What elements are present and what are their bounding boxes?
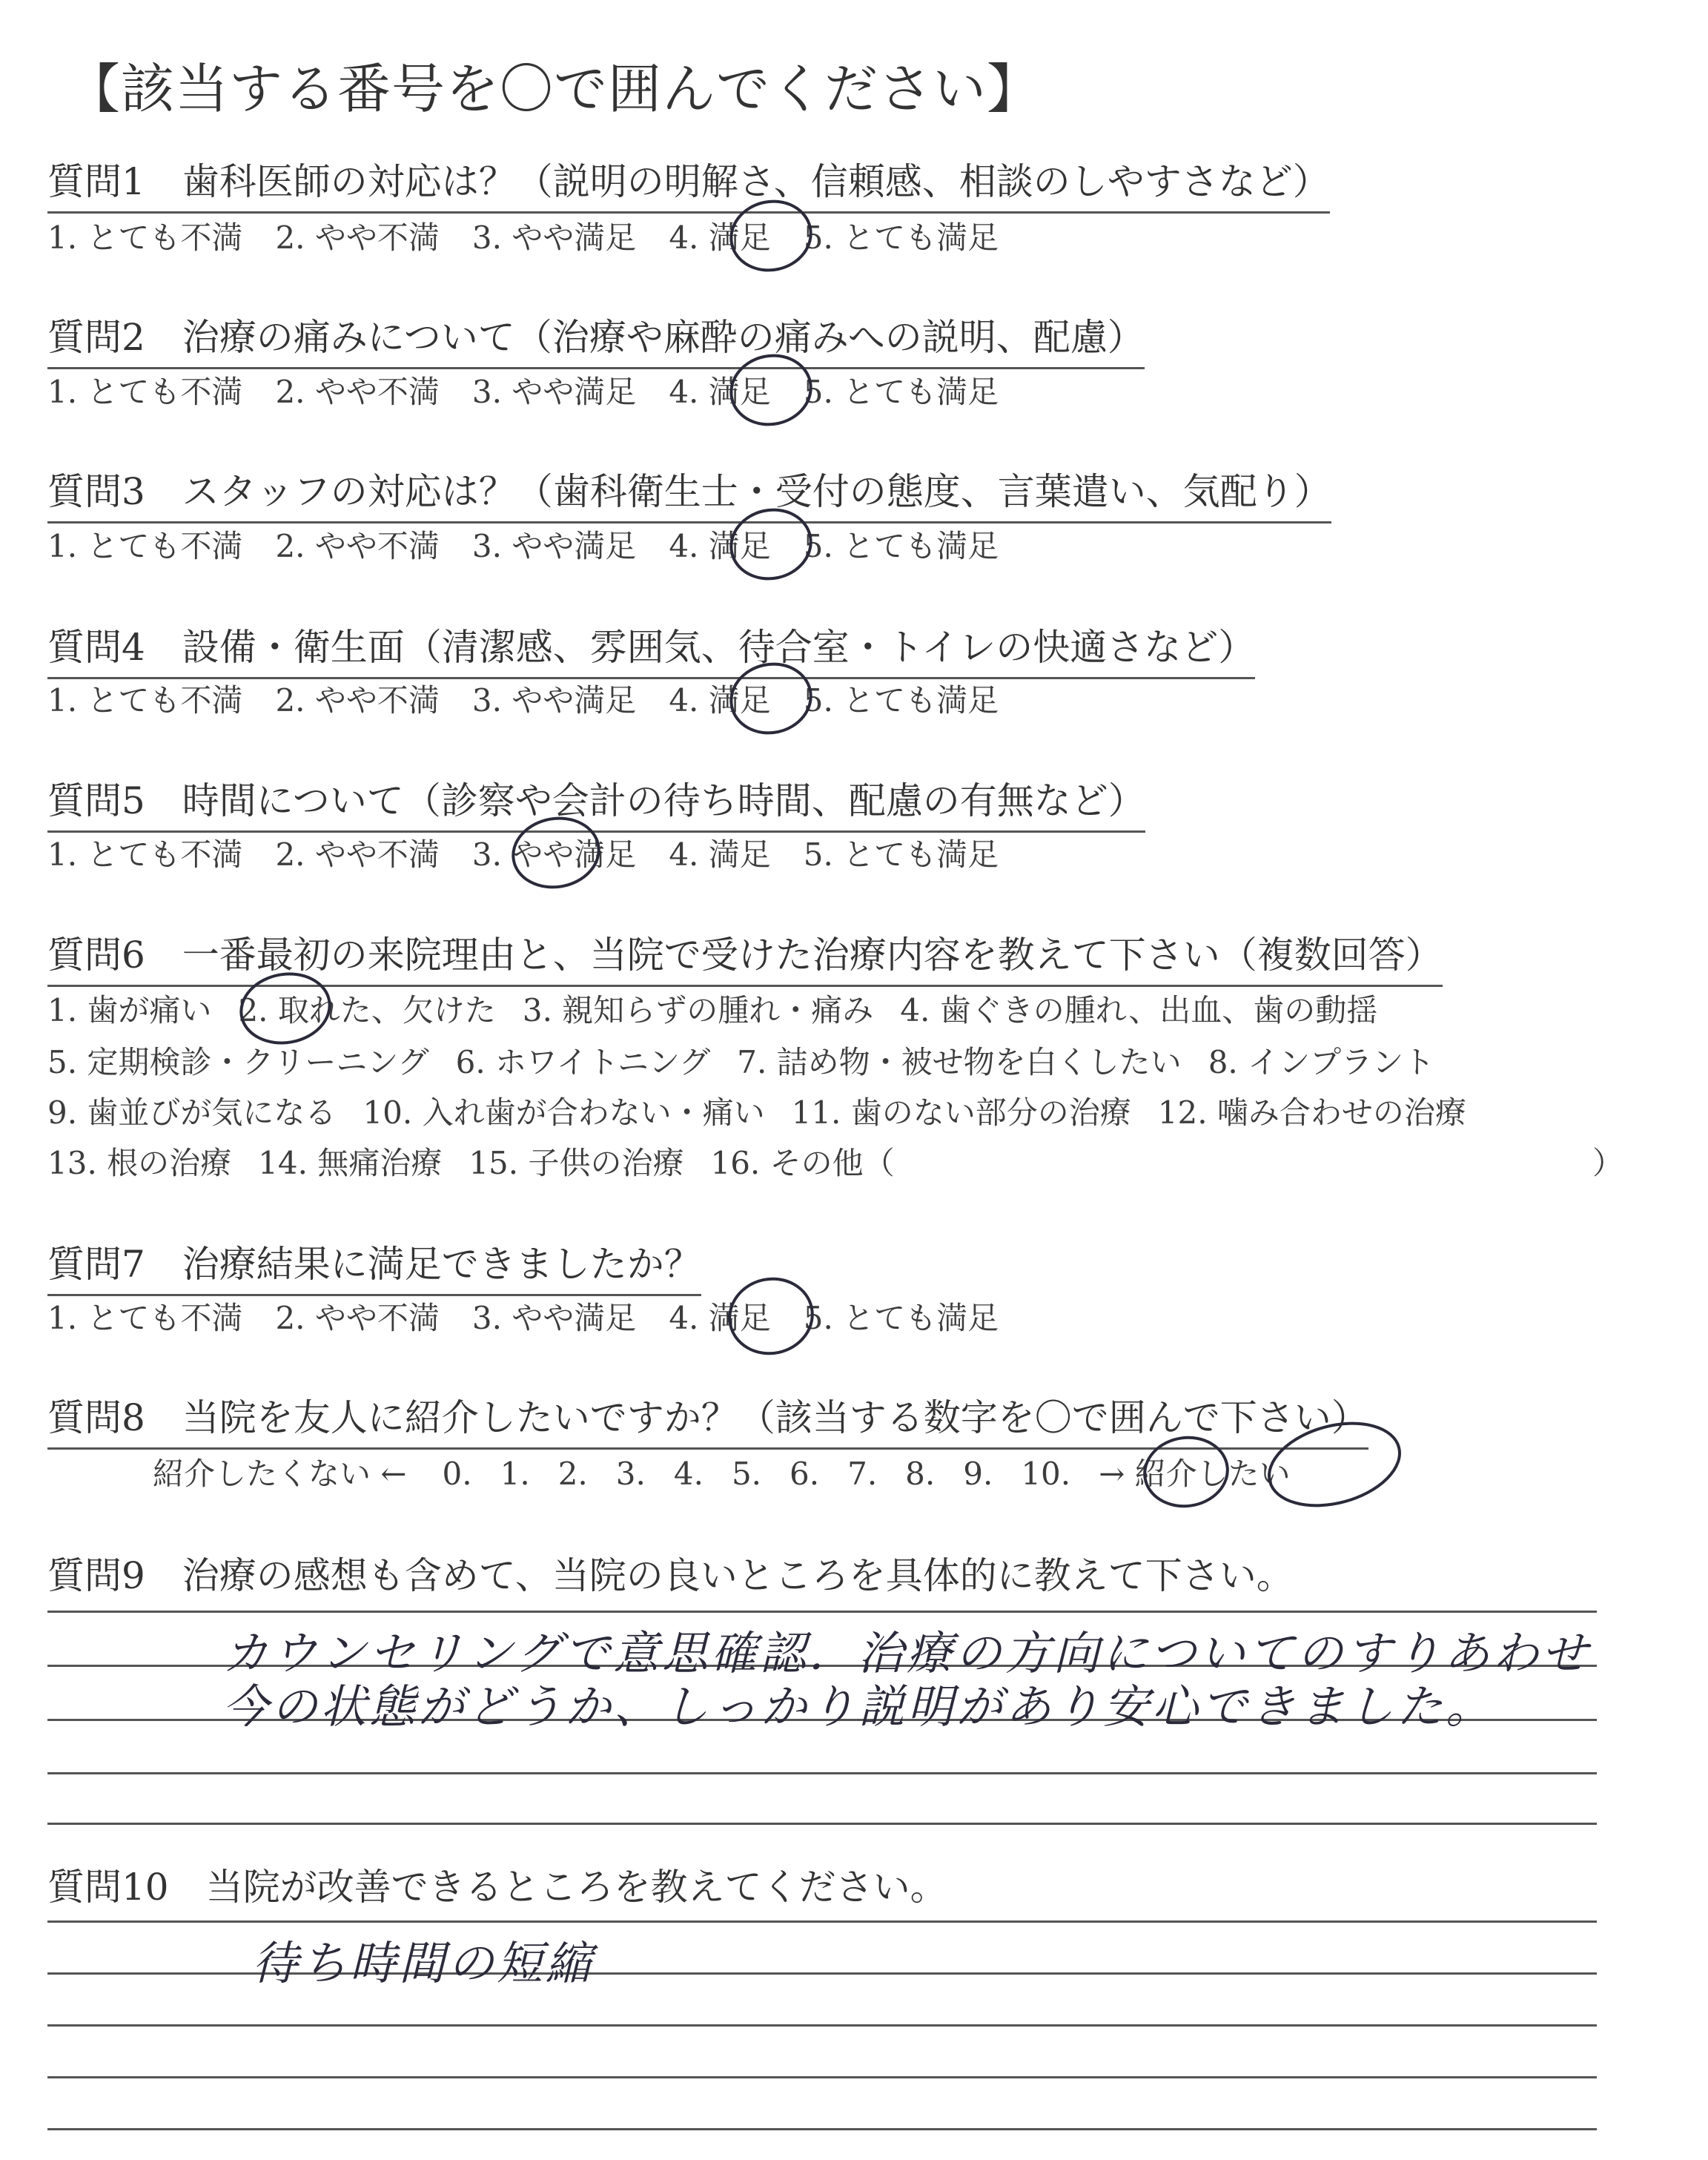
circle-mark-q6 [236, 967, 335, 1049]
q6-other-close-paren: ） [1592, 1145, 1624, 1181]
option-1[interactable]: 1. とても不満 [47, 836, 243, 873]
circle-mark-q5 [508, 812, 604, 894]
q6-option-10[interactable]: 10. 入れ歯が合わない・痛い [363, 1094, 765, 1131]
option-5[interactable]: 5. とても満足 [803, 219, 999, 256]
option-4[interactable]: 4. 満足 [669, 682, 771, 719]
q6-option-13[interactable]: 13. 根の治療 [47, 1145, 232, 1181]
option-1[interactable]: 1. とても不満 [47, 682, 243, 719]
option-1[interactable]: 1. とても不満 [47, 528, 243, 564]
circle-mark-q2 [725, 349, 818, 432]
scale-right-label: → 紹介したい [1099, 1456, 1291, 1492]
question-4-label: 質問4 設備・衛生面（清潔感、雰囲気、待合室・トイレの快適さなど） [47, 618, 1255, 679]
q6-option-6[interactable]: 6. ホワイトニング [455, 1044, 711, 1080]
q6-option-5[interactable]: 5. 定期検診・クリーニング [47, 1044, 429, 1080]
q6-option-12[interactable]: 12. 噛み合わせの治療 [1157, 1094, 1466, 1131]
option-2[interactable]: 2. やや不満 [275, 836, 440, 873]
option-2[interactable]: 2. やや不満 [275, 528, 440, 564]
option-1[interactable]: 1. とても不満 [47, 1300, 243, 1336]
option-3[interactable]: 3. やや満足 [471, 528, 637, 564]
scale-4[interactable]: 4. [673, 1456, 704, 1492]
option-5[interactable]: 5. とても満足 [803, 836, 999, 873]
circle-mark-q8 [1140, 1433, 1232, 1512]
option-4[interactable]: 4. 満足 [669, 528, 771, 564]
option-4[interactable]: 4. 満足 [669, 1300, 771, 1336]
question-2-label: 質問2 治療の痛みについて（治療や麻酔の痛みへの説明、配慮） [47, 308, 1145, 369]
circle-mark-q8-extra [1260, 1410, 1409, 1519]
option-3[interactable]: 3. やや満足 [471, 1300, 637, 1336]
scale-7[interactable]: 7. [847, 1456, 878, 1492]
scale-5[interactable]: 5. [731, 1456, 762, 1492]
q6-option-7[interactable]: 7. 詰め物・被せ物を白くしたい [737, 1044, 1182, 1080]
scale-2[interactable]: 2. [557, 1456, 588, 1492]
scale-left-label: 紹介したくない ← [153, 1456, 407, 1492]
q6-option-2[interactable]: 2. 取れた、欠けた [238, 992, 496, 1028]
option-3[interactable]: 3. やや満足 [471, 219, 637, 256]
option-5[interactable]: 5. とても満足 [803, 528, 999, 564]
scale-6[interactable]: 6. [790, 1456, 820, 1492]
question-7-label: 質問7 治療結果に満足できましたか？ [47, 1235, 701, 1296]
option-1[interactable]: 1. とても不満 [47, 374, 243, 410]
circle-mark-q3 [725, 503, 818, 586]
option-2[interactable]: 2. やや不満 [275, 374, 440, 410]
option-2[interactable]: 2. やや不満 [275, 682, 440, 719]
scale-10[interactable]: 10. [1021, 1456, 1071, 1492]
option-5[interactable]: 5. とても満足 [803, 682, 999, 719]
option-4[interactable]: 4. 満足 [669, 836, 771, 873]
option-4[interactable]: 4. 満足 [669, 374, 771, 410]
option-2[interactable]: 2. やや不満 [275, 219, 440, 256]
q9-answer-line-2[interactable]: 今の状態がどうか、しっかり説明があり安心できました。 [222, 1680, 1495, 1734]
q10-answer-line-1[interactable]: 待ち時間の短縮 [252, 1936, 595, 1990]
option-3[interactable]: 3. やや満足 [471, 374, 637, 410]
question-10-label: 質問10 当院が改善できるところを教えてください。 [47, 1866, 947, 1909]
scale-3[interactable]: 3. [615, 1456, 646, 1492]
option-3[interactable]: 3. やや満足 [471, 682, 637, 719]
circle-mark-q1 [725, 194, 818, 277]
option-2[interactable]: 2. やや不満 [275, 1300, 440, 1336]
option-1[interactable]: 1. とても不満 [47, 219, 243, 256]
scale-0[interactable]: 0. [442, 1456, 472, 1492]
scale-8[interactable]: 8. [905, 1456, 936, 1492]
q6-option-1[interactable]: 1. 歯が痛い [47, 992, 212, 1028]
question-5-label: 質問5 時間について（診察や会計の待ち時間、配慮の有無など） [47, 771, 1145, 833]
option-5[interactable]: 5. とても満足 [803, 1300, 999, 1336]
q6-option-11[interactable]: 11. 歯のない部分の治療 [791, 1094, 1131, 1131]
circle-mark-q4 [725, 657, 818, 740]
page-title: 【該当する番号を〇で囲んでください】 [67, 58, 1042, 120]
option-3[interactable]: 3. やや満足 [471, 836, 637, 873]
question-8-label: 質問8 当院を友人に紹介したいですか？（該当する数字を〇で囲んで下さい） [47, 1388, 1368, 1450]
q9-answer-line-1[interactable]: カウンセリングで意思確認．治療の方向についてのすりあわせ [222, 1626, 1591, 1680]
question-9-label: 質問9 治療の感想も含めて、当院の良いところを具体的に教えて下さい。 [47, 1554, 1294, 1597]
question-1-label: 質問1 歯科医師の対応は？（説明の明解さ、信頼感、相談のしやすさなど） [47, 152, 1330, 214]
scale-9[interactable]: 9. [963, 1456, 993, 1492]
q6-option-14[interactable]: 14. 無痛治療 [258, 1145, 443, 1181]
option-4[interactable]: 4. 満足 [669, 219, 771, 256]
q6-option-4[interactable]: 4. 歯ぐきの腫れ、出血、歯の動揺 [900, 992, 1378, 1028]
q6-option-15[interactable]: 15. 子供の治療 [469, 1145, 684, 1181]
q6-option-16[interactable]: 16. その他（ [710, 1145, 895, 1181]
q6-option-9[interactable]: 9. 歯並びが気になる [47, 1094, 337, 1131]
q6-option-8[interactable]: 8. インプラント [1208, 1044, 1435, 1080]
question-3-label: 質問3 スタッフの対応は？（歯科衛生士・受付の態度、言葉遣い、気配り） [47, 462, 1331, 524]
circle-mark-q7 [723, 1271, 819, 1361]
option-5[interactable]: 5. とても満足 [803, 374, 999, 410]
q6-option-3[interactable]: 3. 親知らずの腫れ・痛み [522, 992, 874, 1028]
scale-1[interactable]: 1. [500, 1456, 530, 1492]
question-6-label: 質問6 一番最初の来院理由と、当院で受けた治療内容を教えて下さい（複数回答） [47, 925, 1443, 987]
